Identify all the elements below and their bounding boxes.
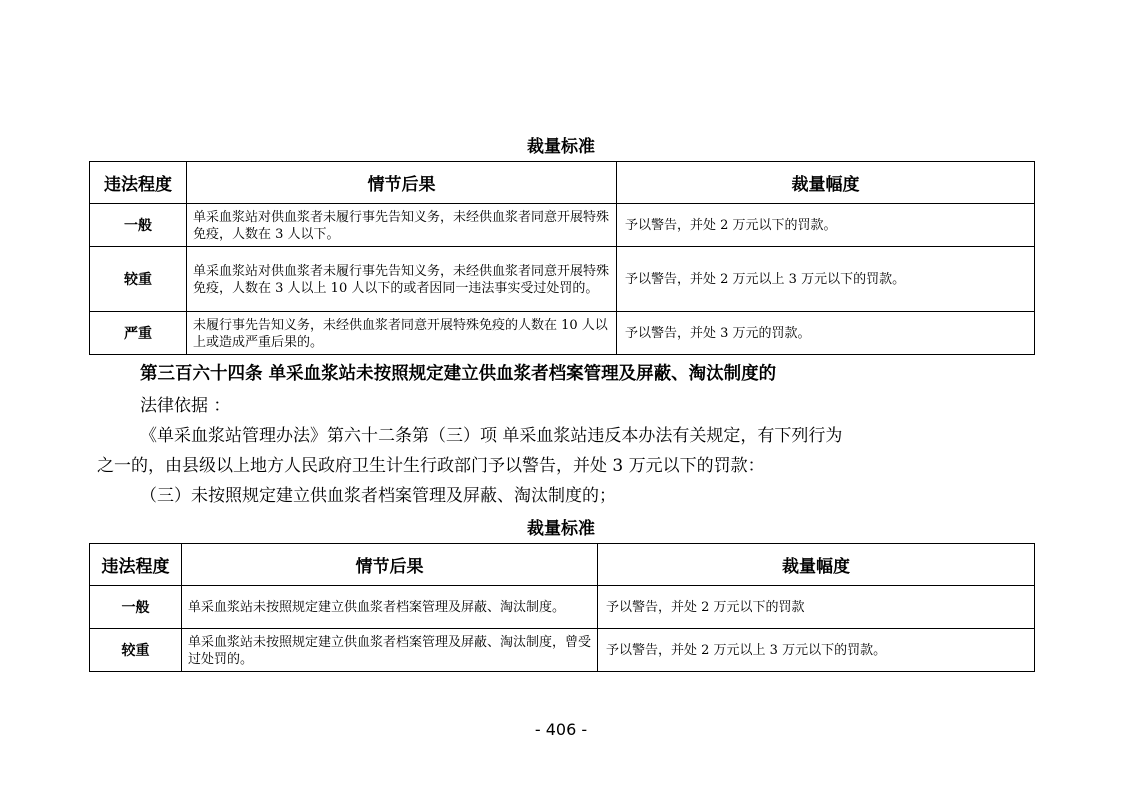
table-row (90, 629, 1035, 672)
legal-basis-text-line2: 之一的，由县级以上地方人民政府卫生计生行政部门予以警告，并处 3 万元以下的罚款： (97, 456, 765, 476)
table-row (90, 312, 1035, 355)
level-cell: 严重 (90, 312, 187, 355)
table2-caption: 裁量标准 (527, 519, 595, 539)
table-header-row (90, 162, 1035, 204)
circumstance-cell: 未履行事先告知义务，未经供血浆者同意开展特殊免疫的人数在 10 人以上或造成严重后果的。 (187, 312, 617, 355)
header-violation-degree: 违法程度 (90, 162, 187, 204)
level-cell: 较重 (90, 629, 182, 672)
penalty-cell: 予以警告，并处 2 万元以上 3 万元以下的罚款。 (598, 629, 1035, 672)
circumstance-cell: 单采血浆站对供血浆者未履行事先告知义务，未经供血浆者同意开展特殊免疫，人数在 3 人以上 10 人以下的或者因同一违法事实受过处罚的。 (187, 247, 617, 312)
article-title: 第三百六十四条 单采血浆站未按照规定建立供血浆者档案管理及屏蔽、淘汰制度的 (140, 364, 777, 384)
table2-discretion-standard (89, 543, 1035, 672)
table1-caption: 裁量标准 (527, 137, 595, 157)
circumstance-cell: 单采血浆站对供血浆者未履行事先告知义务，未经供血浆者同意开展特殊免疫，人数在 3 人以下。 (187, 204, 617, 247)
level-cell: 一般 (90, 586, 182, 629)
page-number: - 406 - (534, 720, 588, 739)
penalty-cell: 予以警告，并处 2 万元以上 3 万元以下的罚款。 (617, 247, 1035, 312)
header-violation-degree: 违法程度 (90, 544, 182, 586)
legal-basis-label: 法律依据 ： (140, 396, 231, 416)
table-row (90, 247, 1035, 312)
level-cell: 较重 (90, 247, 187, 312)
table-row (90, 586, 1035, 629)
table-row (90, 204, 1035, 247)
penalty-cell: 予以警告，并处 2 万元以下的罚款 (598, 586, 1035, 629)
legal-basis-text-line1: 《单采血浆站管理办法》第六十二条第（三）项 单采血浆站违反本办法有关规定，有下列行为 (140, 426, 843, 446)
circumstance-cell: 单采血浆站未按照规定建立供血浆者档案管理及屏蔽、淘汰制度，曾受过处罚的。 (182, 629, 598, 672)
table-header-row (90, 544, 1035, 586)
header-penalty-range: 裁量幅度 (598, 544, 1035, 586)
penalty-cell: 予以警告，并处 2 万元以下的罚款。 (617, 204, 1035, 247)
header-circumstance: 情节后果 (182, 544, 598, 586)
header-penalty-range: 裁量幅度 (617, 162, 1035, 204)
legal-basis-item: （三）未按照规定建立供血浆者档案管理及屏蔽、淘汰制度的； (140, 486, 616, 506)
header-circumstance: 情节后果 (187, 162, 617, 204)
level-cell: 一般 (90, 204, 187, 247)
penalty-cell: 予以警告，并处 3 万元的罚款。 (617, 312, 1035, 355)
circumstance-cell: 单采血浆站未按照规定建立供血浆者档案管理及屏蔽、淘汰制度。 (182, 586, 598, 629)
table1-discretion-standard (89, 161, 1035, 355)
